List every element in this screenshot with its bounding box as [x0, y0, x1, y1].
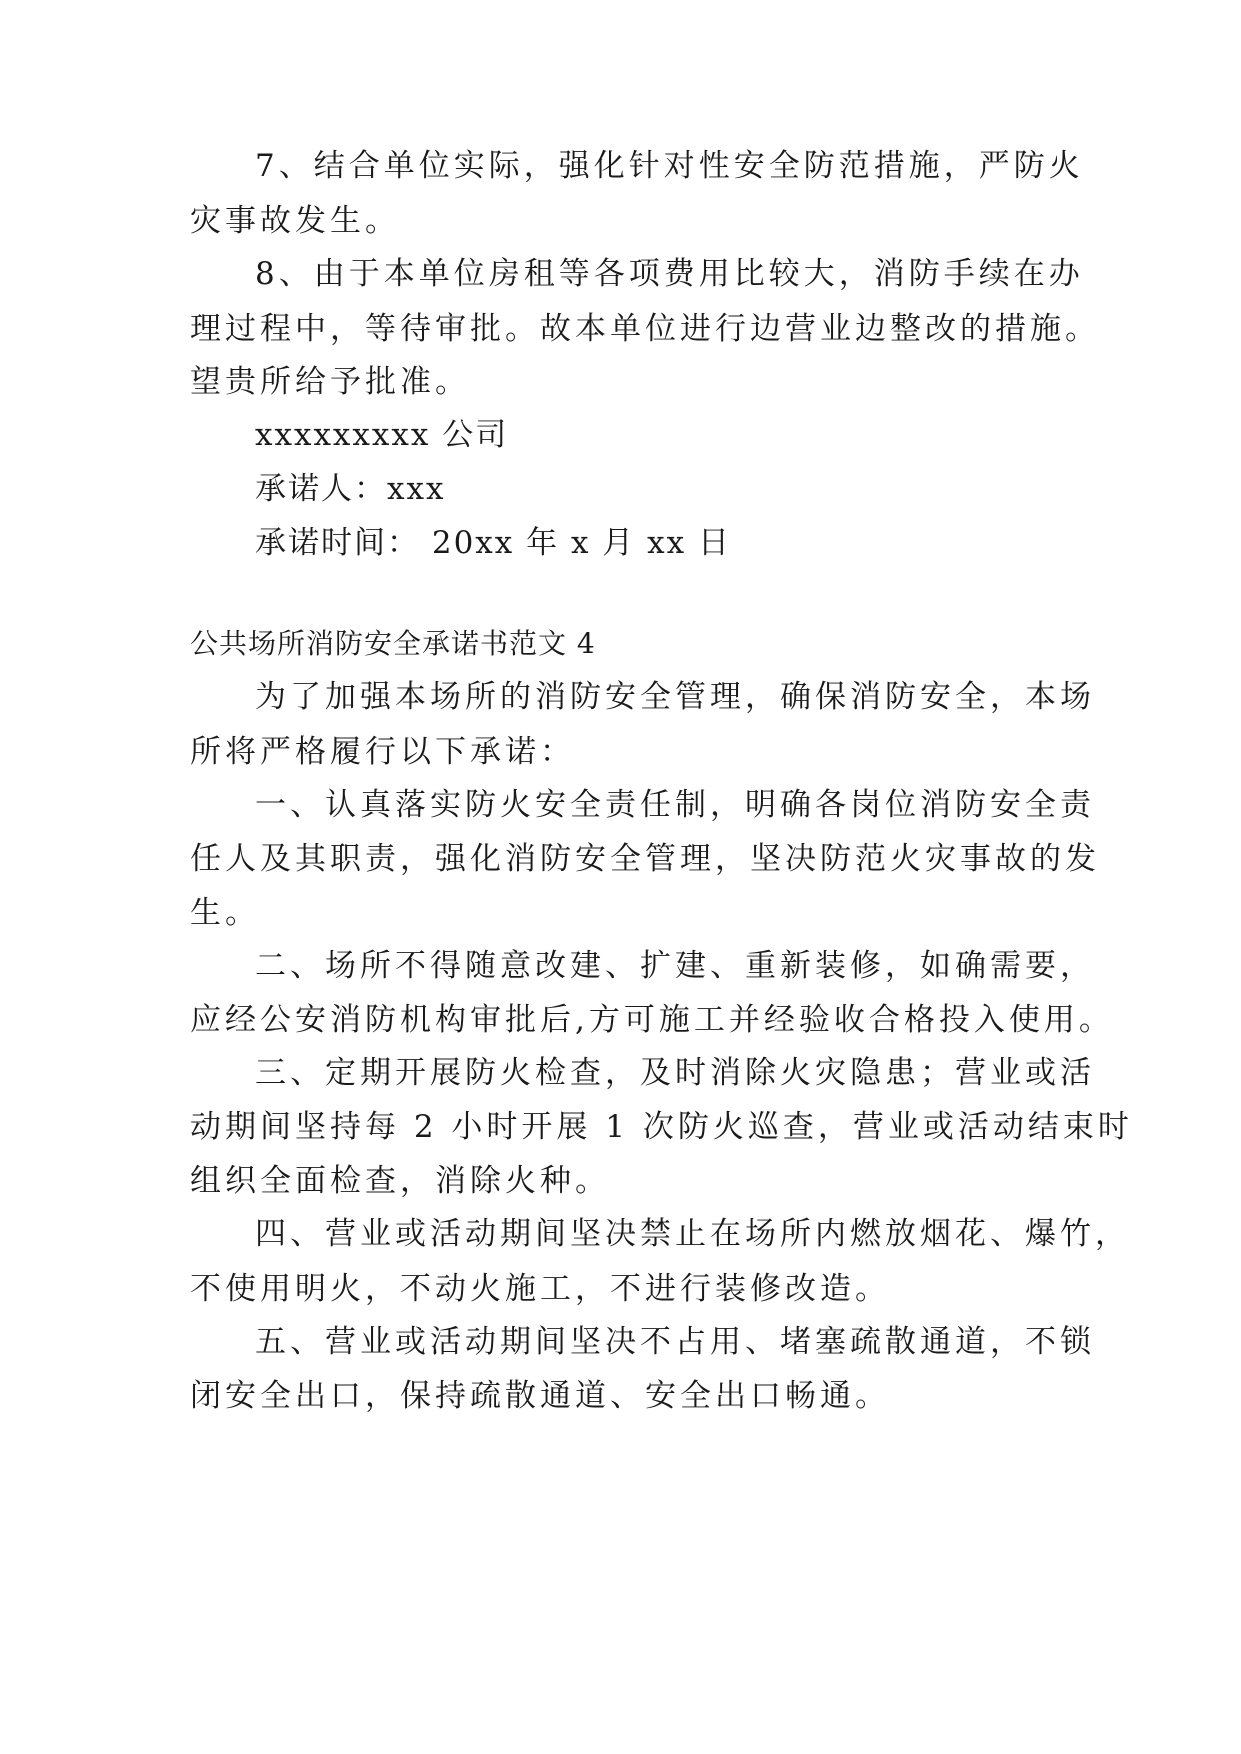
- item5-line2: 闭安全出口，保持疏散通道、安全出口畅通。: [190, 1378, 890, 1414]
- signature-date: 承诺时间： 20xx 年 x 月 xx 日: [255, 525, 731, 561]
- item8-line2: 理过程中，等待审批。故本单位进行边营业边整改的措施。: [190, 311, 1100, 347]
- signature-promisor: 承诺人：xxx: [255, 471, 446, 507]
- item7-line2: 灾事故发生。: [190, 203, 400, 239]
- item1-line1: 一、认真落实防火安全责任制，明确各岗位消防安全责: [255, 787, 1095, 823]
- item7-line1: 7、结合单位实际，强化针对性安全防范措施，严防火: [255, 148, 1084, 184]
- item3-line2: 动期间坚持每 2 小时开展 1 次防火巡查，营业或活动结束时: [190, 1109, 1133, 1145]
- item8-line3: 望贵所给予批准。: [190, 364, 470, 400]
- item4-line1: 四、营业或活动期间坚决禁止在场所内燃放烟花、爆竹，: [255, 1216, 1130, 1252]
- item4-line2: 不使用明火，不动火施工，不进行装修改造。: [190, 1271, 890, 1307]
- section-title: 公共场所消防安全承诺书范文 4: [190, 627, 596, 660]
- signature-company: xxxxxxxxx 公司: [255, 417, 509, 453]
- item1-line3: 生。: [190, 895, 260, 931]
- item3-line3: 组织全面检查，消除火种。: [190, 1163, 610, 1199]
- item1-line2: 任人及其职责，强化消防安全管理，坚决防范火灾事故的发: [190, 841, 1100, 877]
- item2-line1: 二、场所不得随意改建、扩建、重新装修，如确需要，: [255, 948, 1095, 984]
- intro-line1: 为了加强本场所的消防安全管理，确保消防安全，本场: [255, 679, 1095, 715]
- item8-line1: 8、由于本单位房租等各项费用比较大，消防手续在办: [255, 256, 1084, 292]
- item2-line2: 应经公安消防机构审批后,方可施工并经验收合格投入使用。: [190, 1002, 1114, 1038]
- item3-line1: 三、定期开展防火检查，及时消除火灾隐患；营业或活: [255, 1055, 1095, 1091]
- item5-line1: 五、营业或活动期间坚决不占用、堵塞疏散通道，不锁: [255, 1324, 1095, 1360]
- intro-line2: 所将严格履行以下承诺：: [190, 734, 575, 770]
